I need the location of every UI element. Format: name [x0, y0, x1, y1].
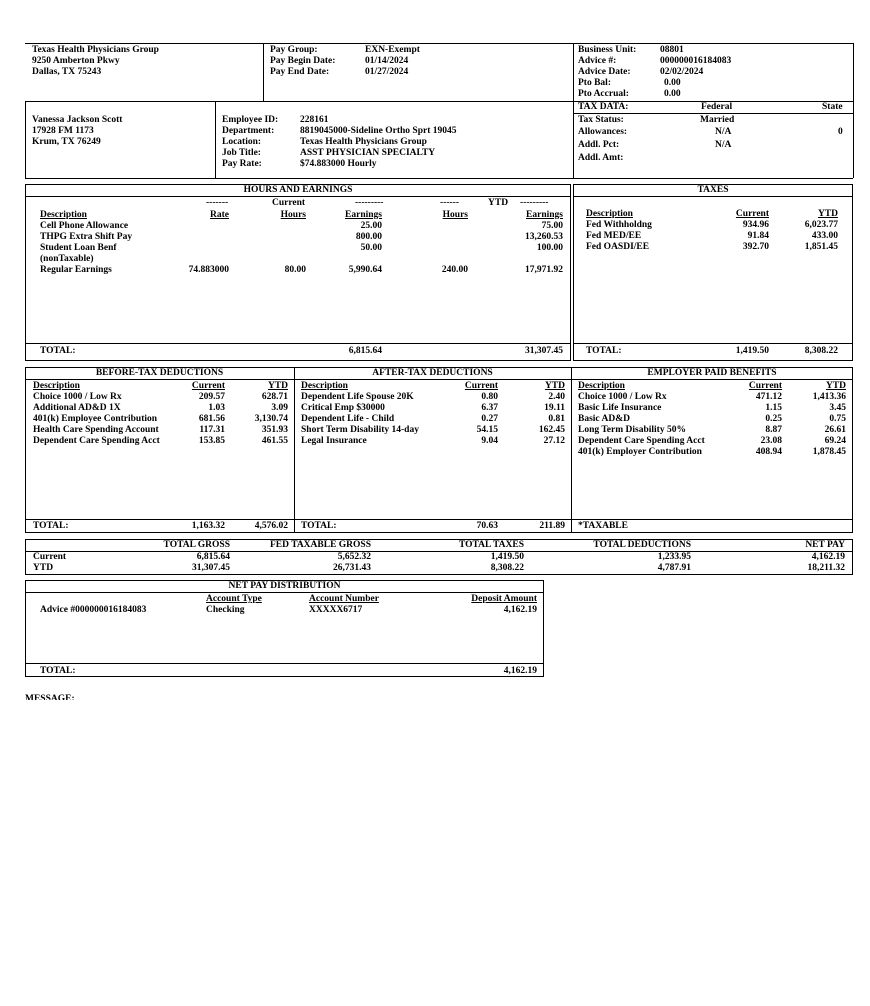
at-ytd: 27.12 [543, 436, 565, 446]
np-row [0, 605, 870, 616]
at-desc: Dependent Life - Child [301, 414, 395, 424]
summary-ytd-fed-taxable: 26,731.43 [333, 563, 371, 573]
he-ytd-earnings: 13,260.53 [525, 232, 563, 242]
at-ytd: 0.81 [548, 414, 565, 424]
summary-current-fed-taxable: 5,652.32 [337, 552, 371, 562]
pay-end-value: 01/27/2024 [365, 67, 409, 77]
before-tax-title: BEFORE-TAX DEDUCTIONS [95, 368, 224, 378]
net-pay-title: NET PAY DISTRIBUTION [228, 581, 341, 591]
bt-current: 153.85 [198, 436, 225, 446]
tax-ytd: 1,851.45 [804, 242, 838, 252]
at-current: 54.15 [476, 425, 498, 435]
summary-header-total-deductions: TOTAL DEDUCTIONS [593, 540, 691, 550]
np-account-type: Checking [206, 605, 245, 615]
eb-current: 1.15 [765, 403, 782, 413]
he-desc: THPG Extra Shift Pay [40, 232, 133, 242]
at-current: 6.37 [481, 403, 498, 413]
tax-desc: Fed Withholdng [586, 220, 652, 230]
np-header-deposit-amount: Deposit Amount [471, 594, 537, 604]
np-total-label: TOTAL: [40, 666, 76, 676]
np-total: 4,162.19 [503, 666, 537, 676]
table-row [0, 220, 870, 231]
np-header-account-type: Account Type [206, 594, 262, 604]
allowances-state: 0 [838, 127, 843, 137]
bt-desc: 401(k) Employee Contribution [33, 414, 158, 424]
employee-address1: 17928 FM 1173 [32, 126, 94, 136]
table-row [0, 447, 870, 458]
employer-address2: Dallas, TX 75243 [32, 67, 102, 77]
he-earnings: 5,990.64 [348, 265, 382, 275]
tax-desc: Fed OASDI/EE [586, 242, 650, 252]
eb-rows [0, 392, 870, 458]
bt-ytd: 351.93 [261, 425, 288, 435]
summary-section [25, 539, 853, 575]
hours-earnings-title: HOURS AND EARNINGS [243, 185, 353, 195]
summary-ytd-gross: 31,307.45 [192, 563, 230, 573]
pto-accrual-label: Pto Accrual: [578, 89, 629, 99]
at-header-description: Description [301, 381, 348, 391]
job-title-value: ASST PHYSICIAN SPECIALTY [300, 148, 436, 158]
bt-ytd: 628.71 [261, 392, 288, 402]
he-header-ytd-earnings: Earnings [526, 210, 563, 220]
taxes-rows [0, 220, 870, 253]
tax-data-label: TAX DATA: [578, 102, 629, 112]
taxes-header-current: Current [735, 209, 769, 219]
message-label: MESSAGE: [25, 694, 75, 700]
he-dash3: ------ [440, 198, 459, 208]
eb-header-description: Description [578, 381, 625, 391]
summary-ytd-net-pay: 18,211.32 [807, 563, 845, 573]
he-header-description: Description [40, 210, 87, 220]
bt-ytd: 461.55 [261, 436, 288, 446]
pay-begin-label: Pay Begin Date: [270, 56, 336, 66]
table-row [0, 231, 870, 242]
table-row [0, 414, 870, 425]
table-row [0, 392, 870, 403]
eb-desc: Basic Life Insurance [578, 403, 662, 413]
he-ytd-hours: 240.00 [441, 265, 468, 275]
taxes-header-description: Description [586, 209, 633, 219]
summary-current-deductions: 1,233.95 [657, 552, 691, 562]
allowances-federal: N/A [715, 127, 732, 137]
eb-ytd: 69.24 [824, 436, 846, 446]
he-dash2: --------- [355, 198, 384, 208]
at-desc: Dependent Life Spouse 20K [301, 392, 414, 402]
eb-current: 0.25 [765, 414, 782, 424]
pay-rate-value: $74.883000 Hourly [300, 159, 377, 169]
message-clip [25, 694, 225, 700]
pay-rate-label: Pay Rate: [222, 159, 262, 169]
tax-desc: Fed MED/EE [586, 231, 642, 241]
at-total-label: TOTAL: [301, 521, 337, 531]
addl-amt-label: Addl. Amt: [578, 153, 624, 163]
addl-pct-federal: N/A [715, 140, 732, 150]
tax-ytd: 6,023.77 [804, 220, 838, 230]
tax-ytd: 433.00 [811, 231, 838, 241]
he-dash1: ------- [206, 198, 229, 208]
he-ytd-earnings: 75.00 [541, 221, 563, 231]
at-current: 0.27 [481, 414, 498, 424]
pay-end-label: Pay End Date: [270, 67, 330, 77]
tax-current: 392.70 [742, 242, 769, 252]
bt-total-ytd: 4,576.02 [254, 521, 288, 531]
np-amount: 4,162.19 [503, 605, 537, 615]
eb-desc: Long Term Disability 50% [578, 425, 686, 435]
eb-ytd: 26.61 [824, 425, 846, 435]
eb-current: 408.94 [755, 447, 782, 457]
summary-current-label: Current [33, 552, 67, 562]
job-title-label: Job Title: [222, 148, 261, 158]
advice-date-value: 02/02/2024 [660, 67, 704, 77]
bt-total-label: TOTAL: [33, 521, 69, 531]
summary-current-taxes: 1,419.50 [490, 552, 524, 562]
eb-desc: 401(k) Employer Contribution [578, 447, 702, 457]
advice-date-label: Advice Date: [578, 67, 631, 77]
he-earnings: 25.00 [360, 221, 382, 231]
eb-current: 8.87 [765, 425, 782, 435]
employer-name: Texas Health Physicians Group [32, 45, 159, 55]
np-account-number: XXXXX6717 [309, 605, 363, 615]
taxes-total-current: 1,419.50 [735, 346, 769, 356]
department-value: 8819045000-Sideline Ortho Sprt 19045 [300, 126, 457, 136]
at-current: 0.80 [481, 392, 498, 402]
he-ytd-earnings: 100.00 [536, 243, 563, 253]
tax-status-label: Tax Status: [578, 115, 624, 125]
business-unit-value: 08801 [660, 45, 684, 55]
at-desc: Critical Emp $30000 [301, 403, 385, 413]
eb-desc: Choice 1000 / Low Rx [578, 392, 667, 402]
eb-current: 471.12 [755, 392, 782, 402]
pto-bal-label: Pto Bal: [578, 78, 611, 88]
he-total-ytd: 31,307.45 [525, 346, 563, 356]
np-header-account-number: Account Number [309, 594, 379, 604]
eb-ytd: 3.45 [829, 403, 846, 413]
employer-benefits-title: EMPLOYER PAID BENEFITS [647, 368, 777, 378]
he-desc: Regular Earnings [40, 265, 112, 275]
advice-number-label: Advice #: [578, 56, 617, 66]
employee-name: Vanessa Jackson Scott [32, 115, 123, 125]
at-total-ytd: 211.89 [539, 521, 565, 531]
eb-desc: Dependent Care Spending Acct [578, 436, 705, 446]
pay-group-label: Pay Group: [270, 45, 318, 55]
pay-group-value: EXN-Exempt [365, 45, 420, 55]
tax-data-state-header: State [822, 102, 843, 112]
bt-ytd: 3.09 [271, 403, 288, 413]
pay-begin-value: 01/14/2024 [365, 56, 409, 66]
advice-number-value: 000000016184083 [660, 56, 732, 66]
he-ytd-label: YTD [488, 198, 509, 208]
bt-desc: Choice 1000 / Low Rx [33, 392, 122, 402]
summary-current-net-pay: 4,162.19 [811, 552, 845, 562]
he-desc: (nonTaxable) [40, 254, 94, 264]
employee-id-value: 228161 [300, 115, 329, 125]
at-current: 9.04 [481, 436, 498, 446]
bt-current: 1.03 [208, 403, 225, 413]
summary-ytd-label: YTD [33, 563, 54, 573]
he-desc: Cell Phone Allowance [40, 221, 129, 231]
taxes-total-ytd: 8,308.22 [804, 346, 838, 356]
location-value: Texas Health Physicians Group [300, 137, 427, 147]
summary-ytd-deductions: 4,787.91 [657, 563, 691, 573]
tax-data-federal-header: Federal [701, 102, 733, 112]
he-total-label: TOTAL: [40, 346, 76, 356]
bt-desc: Additional AD&D 1X [33, 403, 121, 413]
he-rate: 74.883000 [188, 265, 229, 275]
eb-ytd: 1,413.36 [812, 392, 846, 402]
eb-header-current: Current [748, 381, 782, 391]
at-ytd: 19.11 [544, 403, 565, 413]
eb-header-ytd: YTD [825, 381, 846, 391]
table-row [0, 436, 870, 447]
table-row [0, 242, 870, 253]
eb-footnote: *TAXABLE [578, 521, 628, 531]
business-unit-label: Business Unit: [578, 45, 637, 55]
employee-id-label: Employee ID: [222, 115, 279, 125]
at-ytd: 2.40 [548, 392, 565, 402]
summary-header-total-gross: TOTAL GROSS [163, 540, 230, 550]
employer-address1: 9250 Amberton Pkwy [32, 56, 120, 66]
bt-total-current: 1,163.32 [191, 521, 225, 531]
he-earnings: 50.00 [360, 243, 382, 253]
taxes-title: TAXES [697, 185, 729, 195]
bt-current: 117.31 [199, 425, 225, 435]
he-header-hours: Hours [280, 210, 306, 220]
at-total-current: 70.63 [476, 521, 498, 531]
eb-ytd: 0.75 [829, 414, 846, 424]
he-dash4: --------- [520, 198, 549, 208]
bt-header-current: Current [191, 381, 225, 391]
table-row [0, 425, 870, 436]
he-earnings: 800.00 [355, 232, 382, 242]
eb-current: 23.08 [760, 436, 782, 446]
summary-header-fed-taxable: FED TAXABLE GROSS [269, 540, 371, 550]
taxes-header-ytd: YTD [817, 209, 838, 219]
at-ytd: 162.45 [538, 425, 565, 435]
he-header-earnings: Earnings [345, 210, 382, 220]
at-desc: Legal Insurance [301, 436, 367, 446]
department-label: Department: [222, 126, 275, 136]
summary-header-net-pay: NET PAY [805, 540, 845, 550]
he-ytd-earnings: 17,971.92 [525, 265, 563, 275]
tax-current: 91.84 [747, 231, 769, 241]
allowances-label: Allowances: [578, 127, 628, 137]
bt-ytd: 3,130.74 [254, 414, 288, 424]
summary-header-total-taxes: TOTAL TAXES [458, 540, 524, 550]
taxes-total-label: TOTAL: [586, 346, 622, 356]
he-current-label: Current [272, 198, 306, 208]
np-advice: Advice #000000016184083 [40, 605, 147, 615]
eb-desc: Basic AD&D [578, 414, 630, 424]
pto-bal-value: 0.00 [664, 78, 681, 88]
bt-current: 209.57 [198, 392, 225, 402]
summary-ytd-taxes: 8,308.22 [490, 563, 524, 573]
pto-accrual-value: 0.00 [664, 89, 681, 99]
he-desc: Student Loan Benf [40, 243, 117, 253]
tax-status-federal: Married [700, 115, 735, 125]
he-header-rate: Rate [210, 210, 229, 220]
bt-header-ytd: YTD [267, 381, 288, 391]
bt-desc: Dependent Care Spending Acct [33, 436, 160, 446]
bt-desc: Health Care Spending Account [33, 425, 159, 435]
addl-pct-label: Addl. Pct: [578, 140, 620, 150]
he-hours: 80.00 [284, 265, 306, 275]
eb-ytd: 1,878.45 [812, 447, 846, 457]
at-header-ytd: YTD [544, 381, 565, 391]
location-label: Location: [222, 137, 262, 147]
employee-address2: Krum, TX 76249 [32, 137, 101, 147]
bt-header-description: Description [33, 381, 80, 391]
at-desc: Short Term Disability 14-day [301, 425, 419, 435]
at-header-current: Current [464, 381, 498, 391]
he-total-current: 6,815.64 [348, 346, 382, 356]
summary-current-gross: 6,815.64 [196, 552, 230, 562]
tax-current: 934.96 [742, 220, 769, 230]
bt-current: 681.56 [198, 414, 225, 424]
he-header-ytd-hours: Hours [442, 210, 468, 220]
table-row [0, 403, 870, 414]
after-tax-title: AFTER-TAX DEDUCTIONS [372, 368, 493, 378]
